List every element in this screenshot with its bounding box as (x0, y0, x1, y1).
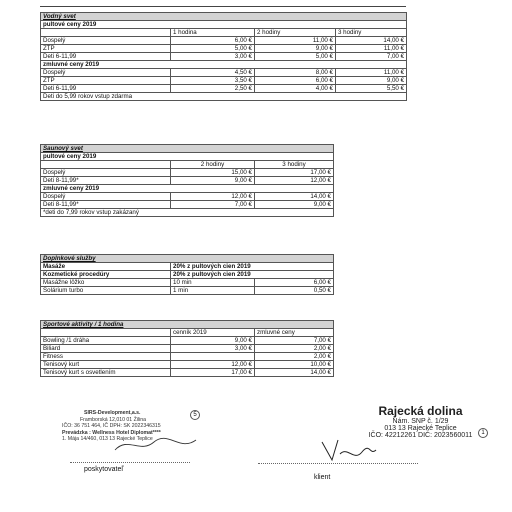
client-label: klient (314, 474, 331, 481)
price-cell: 3,00 € (171, 53, 255, 61)
row-label: Masážne lôžko (41, 279, 171, 287)
price-cell: 4,50 € (171, 69, 255, 77)
price-cell: 15,00 € (171, 169, 255, 177)
row-label: Tenisový kurt (41, 361, 171, 369)
row-label: Dospelý (41, 193, 171, 201)
client-signature-line (258, 463, 418, 464)
price-cell: 14,00 € (255, 369, 334, 377)
price-cell: 9,00 € (255, 201, 334, 209)
price-cell: 2,00 € (255, 345, 334, 353)
price-cell: 12,00 € (171, 361, 255, 369)
table-row (41, 45, 407, 53)
table-row (41, 177, 334, 185)
extra-services-table (40, 254, 334, 295)
row-label: Solárium turbo (41, 287, 171, 295)
price-cell: 9,00 € (336, 77, 407, 85)
price-cell: 8,00 € (255, 69, 336, 77)
client-stamp-number: 1 (478, 428, 488, 438)
header-cell (41, 329, 171, 337)
client-name: Rajecká dolina (378, 404, 463, 418)
row-label: Deti 8-11,99* (41, 177, 171, 185)
table-row (41, 361, 334, 369)
provider-ids: IČO: 36 751 464, IČ DPH: SK 2022346315 (62, 423, 161, 429)
header-cell: 2 hodiny (255, 29, 336, 37)
header-cell (41, 29, 171, 37)
price-cell: 7,00 € (336, 53, 407, 61)
table-row (41, 53, 407, 61)
table-row (41, 37, 407, 45)
price-cell: 5,00 € (171, 45, 255, 53)
price-cell: 14,00 € (255, 193, 334, 201)
row-label: Dospelý (41, 169, 171, 177)
client-ids: IČO: 42212261 DIČ: 2023560011 (368, 432, 473, 439)
header-cell (41, 161, 171, 169)
water-world-table (40, 12, 407, 101)
water-note: Deti do 5,99 rokov vstup zdarma (41, 93, 407, 101)
price-cell: 17,00 € (171, 369, 255, 377)
table-row (41, 169, 334, 177)
price-cell: 17,00 € (255, 169, 334, 177)
provider-signature (110, 432, 200, 458)
table-row (41, 369, 334, 377)
table-row (41, 271, 334, 279)
water-world-title: Vodný svet (41, 13, 407, 21)
table-row (41, 69, 407, 77)
row-label: Biliard (41, 345, 171, 353)
header-cell: 3 hodiny (255, 161, 334, 169)
sauna-pult-heading: pultové ceny 2019 (41, 153, 334, 161)
header-cell: zmluvné ceny (255, 329, 334, 337)
client-city: 013 13 Rajecké Teplice (384, 425, 457, 432)
price-cell: 12,00 € (255, 177, 334, 185)
price-cell: 11,00 € (336, 45, 407, 53)
price-cell: 9,00 € (255, 45, 336, 53)
price-cell: 9,00 € (171, 177, 255, 185)
price-cell: 9,00 € (171, 337, 255, 345)
sports-title: Športové aktivity / 1 hodina (41, 321, 334, 329)
discount-cell: 20% z pultových cien 2019 (171, 271, 334, 279)
header-cell: 3 hodiny (336, 29, 407, 37)
provider-address: Framborská 12,010 01 Žilina (80, 416, 147, 423)
price-cell: 10,00 € (255, 361, 334, 369)
provider-premises: Prevádzka : Wellness Hotel Diplomat**** (62, 429, 161, 436)
price-cell: 6,00 € (255, 279, 334, 287)
row-label: Fitness (41, 353, 171, 361)
water-contract-heading: zmluvné ceny 2019 (41, 61, 407, 69)
row-label: ZŤP (41, 77, 171, 85)
client-signature (318, 436, 378, 466)
price-cell: 5,50 € (336, 85, 407, 93)
price-cell: 7,00 € (255, 337, 334, 345)
price-cell: 0,50 € (255, 287, 334, 295)
price-cell: 7,00 € (171, 201, 255, 209)
table-row (41, 263, 334, 271)
header-cell: 1 hodina (171, 29, 255, 37)
price-cell (171, 353, 255, 361)
row-label: Masáže (41, 263, 171, 271)
duration-cell: 10 min (171, 279, 255, 287)
duration-cell: 1 min (171, 287, 255, 295)
row-label: Deti 6-11,99 (41, 53, 171, 61)
price-cell: 5,00 € (255, 53, 336, 61)
price-cell: 11,00 € (336, 69, 407, 77)
price-cell: 3,50 € (171, 77, 255, 85)
header-cell: cenník 2019 (171, 329, 255, 337)
provider-stamp-number: 5 (190, 410, 200, 420)
provider-signature-line (70, 462, 190, 463)
table-row (41, 201, 334, 209)
row-label: Bowling /1 dráha (41, 337, 171, 345)
sauna-world-table (40, 144, 334, 217)
price-cell: 11,00 € (255, 37, 336, 45)
table-row (41, 193, 334, 201)
sauna-contract-heading: zmluvné ceny 2019 (41, 185, 334, 193)
extra-services-title: Doplnkové služby (41, 255, 334, 263)
row-label: Dospelý (41, 69, 171, 77)
sports-table (40, 320, 334, 377)
row-label: Kozmetické procedúry (41, 271, 171, 279)
table-row (41, 345, 334, 353)
discount-cell: 20% z pultových cien 2019 (171, 263, 334, 271)
sauna-world-title: Saunový svet (41, 145, 334, 153)
price-cell: 6,00 € (255, 77, 336, 85)
table-row (41, 337, 334, 345)
row-label: Deti 6-11,99 (41, 85, 171, 93)
row-label: Deti 8-11,99* (41, 201, 171, 209)
price-cell: 4,00 € (255, 85, 336, 93)
table-row (41, 279, 334, 287)
row-label: ZŤP (41, 45, 171, 53)
table-row (41, 85, 407, 93)
sauna-note: *deti do 7,99 rokov vstup zakázaný (41, 209, 334, 217)
price-cell: 2,50 € (171, 85, 255, 93)
water-pult-heading: pultové ceny 2019 (41, 21, 407, 29)
price-cell: 14,00 € (336, 37, 407, 45)
table-row (41, 287, 334, 295)
price-cell: 12,00 € (171, 193, 255, 201)
price-cell: 6,00 € (171, 37, 255, 45)
table-row (41, 353, 334, 361)
row-label: Dospelý (41, 37, 171, 45)
header-cell: 2 hodiny (171, 161, 255, 169)
client-address: Nám. SNP č. 1/29 (392, 418, 449, 425)
price-cell: 3,00 € (171, 345, 255, 353)
table-row (41, 77, 407, 85)
provider-company: SIRS-Development,a.s. (84, 410, 141, 416)
provider-label: poskytovateľ (84, 466, 124, 473)
row-label: Tenisový kurt s osvetlením (41, 369, 171, 377)
price-cell: 2,00 € (255, 353, 334, 361)
provider-premises-address: 1. Mája 14/460, 013 13 Rajecké Teplice (62, 436, 153, 442)
top-rule (40, 6, 406, 7)
